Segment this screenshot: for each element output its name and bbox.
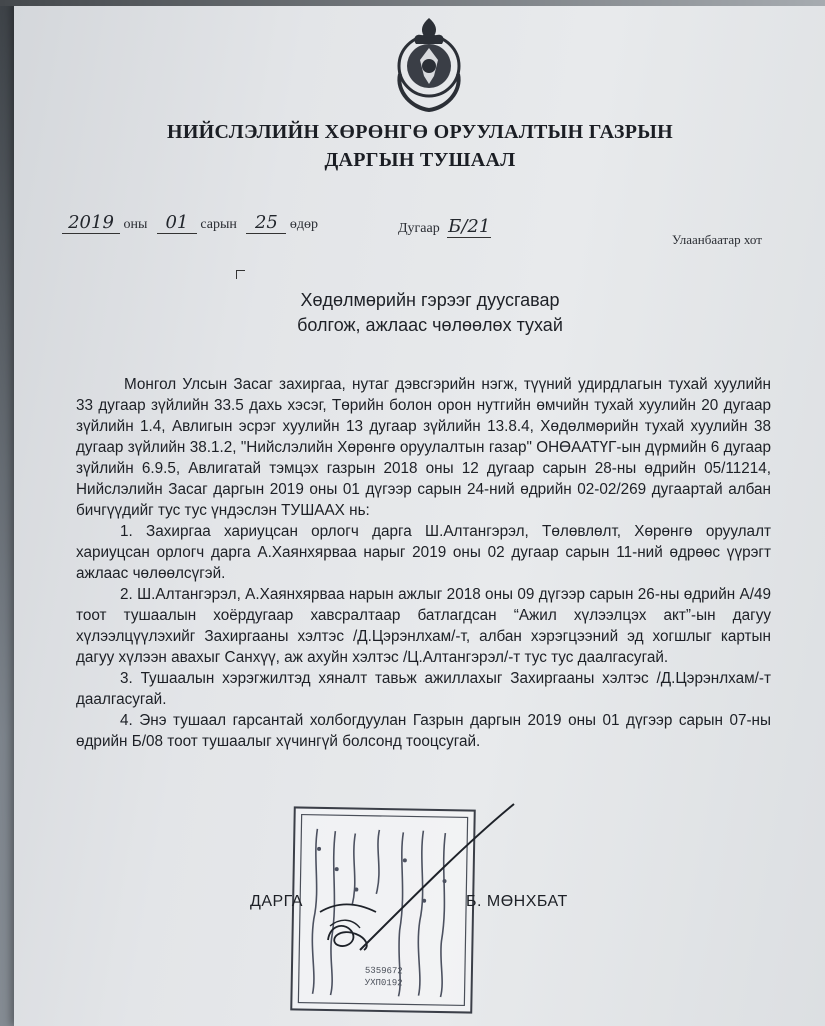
subject-line-1: Хөдөлмөрийн гэрээг дуусгавар xyxy=(300,290,560,310)
org-title-line-1: НИЙСЛЭЛИЙН ХӨРӨНГӨ ОРУУЛАЛТЫН ГАЗРЫН xyxy=(166,121,674,143)
day-value: 25 xyxy=(246,212,286,234)
year-label: оны xyxy=(123,217,148,232)
subject-heading xyxy=(200,288,660,338)
number-label: Дугаар xyxy=(398,221,440,236)
stamp-code-1: 5359672 xyxy=(364,965,403,977)
month-value: 01 xyxy=(157,212,197,234)
month-label: сарын xyxy=(200,217,237,232)
city-label: Улаанбаатар хот xyxy=(672,232,762,247)
national-emblem-icon xyxy=(386,14,472,114)
number-row xyxy=(398,216,491,238)
order-item-1: 1. Захиргаа хариуцсан орлогч дарга Ш.Алтангэрэл, Төлөвлөлт, Хөрөнгө оруулалт хариуцсан орлогч дарга А.Хаянхярваа нарыг 2019 оны 02 дугаар сарын 11-ний өдрөөс үүрэгт ажлаас чөлөөлсүгэй. xyxy=(76,523,771,582)
order-item-2: 2. Ш.Алтангэрэл, А.Хаянхярваа нарын ажлыг 2018 оны 09 дүгээр сарын 26-ны өдрийн А/49 тоот тушаалын хоёрдугаар хавсралтаар батлагдсан “Ажил хүлээлцэх акт”-ын дагуу хүлээлцүүлэхийг Захиргааны хэлтэс /Д.Цэрэнлхам/-т, албан хэрэгцээний эд хогшлыг картын дагуу хүлээн авахыг Санхүү, аж ахуйн хэлтэс /Ц.Алтангэрэл/-т тус тус даалгасугай. xyxy=(76,586,771,666)
order-item-4: 4. Энэ тушаал гарсантай холбогдуулан Газрын даргын 2019 оны 01 дүгээр сарын 07-ны өдрийн Б/08 тоот тушаалыг хүчингүй болсонд тооцсугай. xyxy=(76,712,771,750)
signatory-role: ДАРГА xyxy=(250,893,303,910)
stamp-code-2: УХП0192 xyxy=(364,977,403,989)
date-row xyxy=(62,212,318,234)
corner-bracket xyxy=(236,270,245,279)
page-top-edge xyxy=(0,0,825,6)
order-body xyxy=(76,374,771,752)
day-label: өдөр xyxy=(289,217,319,232)
subject-line-2: болгож, ажлаас чөлөөлөх тухай xyxy=(297,315,563,335)
signatory-name: Б. МӨНХБАТ xyxy=(466,893,568,910)
org-title-line-2: ДАРГЫН ТУШААЛ xyxy=(324,149,516,171)
year-value: 2019 xyxy=(62,212,120,234)
handwritten-signature xyxy=(300,800,530,980)
order-number: Б/21 xyxy=(448,216,491,237)
order-header xyxy=(150,118,690,174)
order-item-3: 3. Тушаалын хэрэгжилтэд хяналт тавьж ажиллахыг Захиргааны хэлтэс /Д.Цэрэнлхам/-т даалгасугай. xyxy=(76,670,771,708)
preamble-paragraph: Монгол Улсын Засаг захиргаа, нутаг дэвсгэрийн нэгж, түүний удирдлагын тухай хуулийн 33 дугаар зүйлийн 33.5 дахь хэсэг, Төрийн болон орон нутгийн өмчийн тухай хуулийн 20 дугаар зүйлийн 1.4, Авлигын эсрэг хуулийн 13 дугаар зүйлийн 13.8.4, Хөдөлмөрийн тухай хуулийн 38 дугаар зүйлийн 38.1.2, "Нийслэлийн Хөрөнгө оруулалтын газар" ОНӨААТҮГ-ын дүрмийн 6 дугаар зүйлийн 6.9.5, Авлигатай тэмцэх газрын 2018 оны 12 дугаар сарын 28-ны өдрийн 05/11214, Нийслэлийн Засаг даргын 2019 оны 01 дүгээр сарын 24-ний өдрийн 02-02/269 дугаартай албан бичгүүдийг тус тус үндэслэн ТУШААХ нь: xyxy=(76,376,771,519)
